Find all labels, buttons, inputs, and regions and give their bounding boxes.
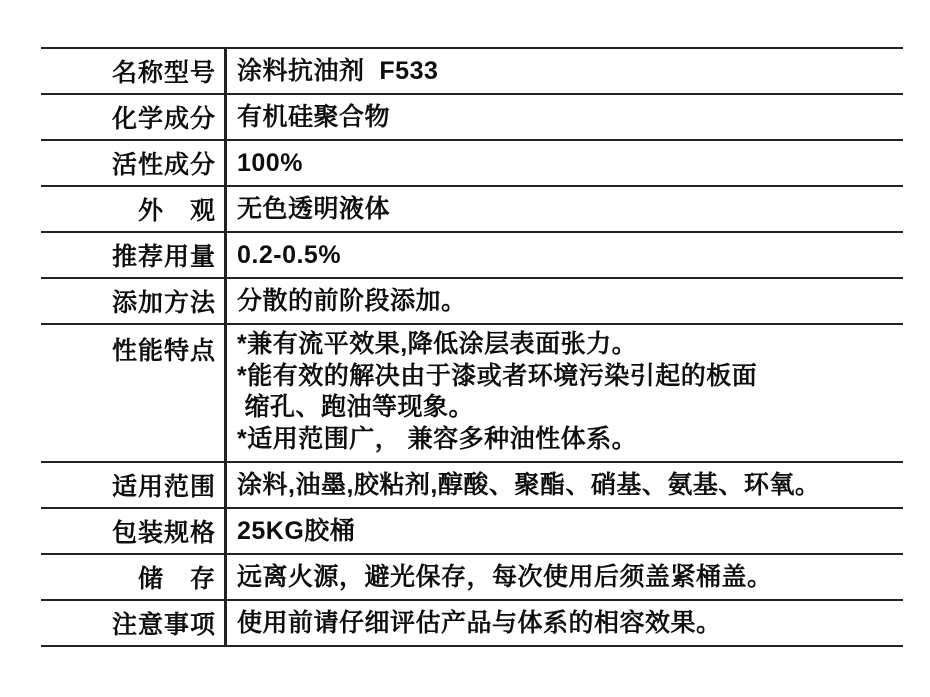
row-label: 注意事项: [41, 601, 227, 645]
value-line: *能有效的解决由于漆或者环境污染引起的板面: [237, 361, 758, 390]
table-row: [41, 509, 903, 555]
row-label: 添加方法: [41, 279, 227, 323]
value-line: 使用前请仔细评估产品与体系的相容效果。: [237, 608, 722, 637]
value-line: 分散的前阶段添加。: [237, 286, 467, 315]
row-value: [227, 49, 903, 93]
row-value: [227, 601, 903, 645]
value-line: 有机硅聚合物: [237, 102, 391, 131]
value-line: 涂料,油墨,胶粘剂,醇酸、聚酯、硝基、氨基、环氧。: [237, 470, 821, 499]
table-row: [41, 279, 903, 325]
row-value: [227, 463, 903, 507]
value-line: 25KG胶桶: [237, 516, 356, 545]
product-spec-table: [41, 47, 903, 647]
value-line: *兼有流平效果,降低涂层表面张力。: [237, 330, 638, 358]
table-row: [41, 601, 903, 647]
row-label: 外 观: [41, 187, 227, 231]
row-value: [227, 95, 903, 139]
value-line: *适用范围广， 兼容多种油性体系。: [237, 424, 638, 453]
row-value: [227, 555, 903, 599]
table-row: [41, 141, 903, 187]
value-line: 远离火源，避光保存，每次使用后须盖紧桶盖。: [237, 562, 773, 591]
value-line: 缩孔、跑油等现象。: [237, 393, 474, 421]
row-label: 储 存: [41, 555, 227, 599]
row-label: 推荐用量: [41, 233, 227, 277]
row-value: [227, 233, 903, 277]
row-value: [227, 325, 903, 461]
value-line: 100%: [237, 148, 303, 177]
row-label: 活性成分: [41, 141, 227, 185]
row-value: [227, 187, 903, 231]
value-line: 0.2-0.5%: [237, 240, 342, 269]
row-label: 名称型号: [41, 49, 227, 93]
table-row: [41, 555, 903, 601]
table-row: [41, 233, 903, 279]
row-value: [227, 509, 903, 553]
table-row: [41, 49, 903, 95]
value-line: 涂料抗油剂 F533: [237, 56, 439, 85]
row-value: [227, 279, 903, 323]
row-value: [227, 141, 903, 185]
table-row: [41, 95, 903, 141]
table-row: [41, 463, 903, 509]
table-row: [41, 325, 903, 463]
row-label: 性能特点: [41, 325, 227, 461]
table-row: [41, 187, 903, 233]
row-label: 适用范围: [41, 463, 227, 507]
row-label: 包装规格: [41, 509, 227, 553]
value-line: 无色透明液体: [237, 194, 391, 223]
row-label: 化学成分: [41, 95, 227, 139]
